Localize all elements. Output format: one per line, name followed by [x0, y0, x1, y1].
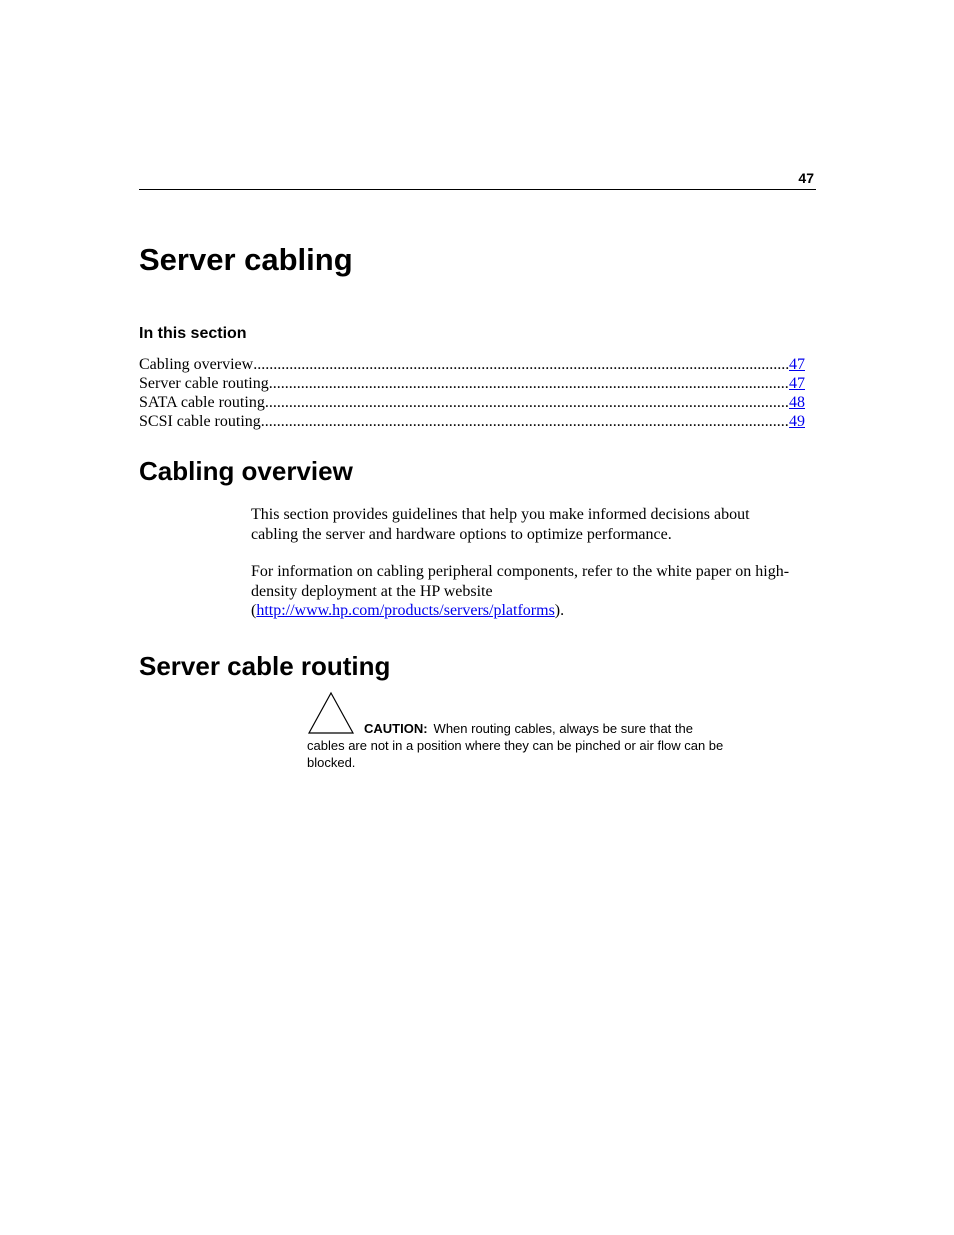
caution-text-continued: cables are not in a position where they can be pinched or air flow can be blocked.: [307, 738, 724, 770]
toc-leader-dots: [253, 355, 789, 374]
paren-open: (: [251, 602, 257, 619]
toc-entry-scsi-cable-routing: [139, 412, 805, 431]
in-this-section-label: In this section: [139, 325, 247, 342]
toc-entry-label: SATA cable routing: [139, 394, 265, 411]
toc-page-link[interactable]: 48: [789, 394, 805, 411]
server-cable-routing-heading: Server cable routing: [139, 651, 391, 681]
paren-close: ).: [554, 602, 565, 619]
table-of-contents: [139, 355, 805, 431]
toc-leader-dots: [265, 393, 789, 412]
toc-entry-cabling-overview: [139, 355, 805, 374]
cabling-overview-heading: Cabling overview: [139, 456, 353, 486]
toc-entry-server-cable-routing: [139, 374, 805, 393]
toc-entry-label: Cabling overview: [139, 356, 254, 373]
cabling-overview-paragraph-1: This section provides guidelines that help you make informed decisions about cabling the server and hardware options to optimize performance.: [251, 506, 750, 543]
toc-entry-sata-cable-routing: [139, 393, 805, 412]
toc-page-link[interactable]: 47: [789, 356, 805, 373]
hp-website-link[interactable]: http://www.hp.com/products/servers/platforms: [256, 602, 555, 619]
caution-text: When routing cables, always be sure that the: [433, 721, 693, 736]
toc-entry-label: SCSI cable routing: [139, 413, 261, 430]
paragraph-text: For information on cabling peripheral components, refer to the white paper on high-density deployment at the HP website: [251, 563, 790, 600]
toc-entry-label: Server cable routing: [139, 375, 269, 392]
toc-page-link[interactable]: 49: [789, 413, 805, 430]
caution-label: CAUTION:: [364, 721, 428, 736]
page-title: Server cabling: [139, 242, 353, 277]
page-number: 47: [798, 170, 814, 186]
caution-first-line: [307, 720, 747, 737]
toc-page-link[interactable]: 47: [789, 375, 805, 392]
caution-triangle-icon: [307, 691, 355, 739]
header-rule: [139, 189, 816, 190]
toc-leader-dots: [269, 374, 789, 393]
cabling-overview-paragraph-2: [251, 562, 796, 621]
toc-leader-dots: [261, 412, 789, 431]
caution-notice: [307, 691, 747, 771]
